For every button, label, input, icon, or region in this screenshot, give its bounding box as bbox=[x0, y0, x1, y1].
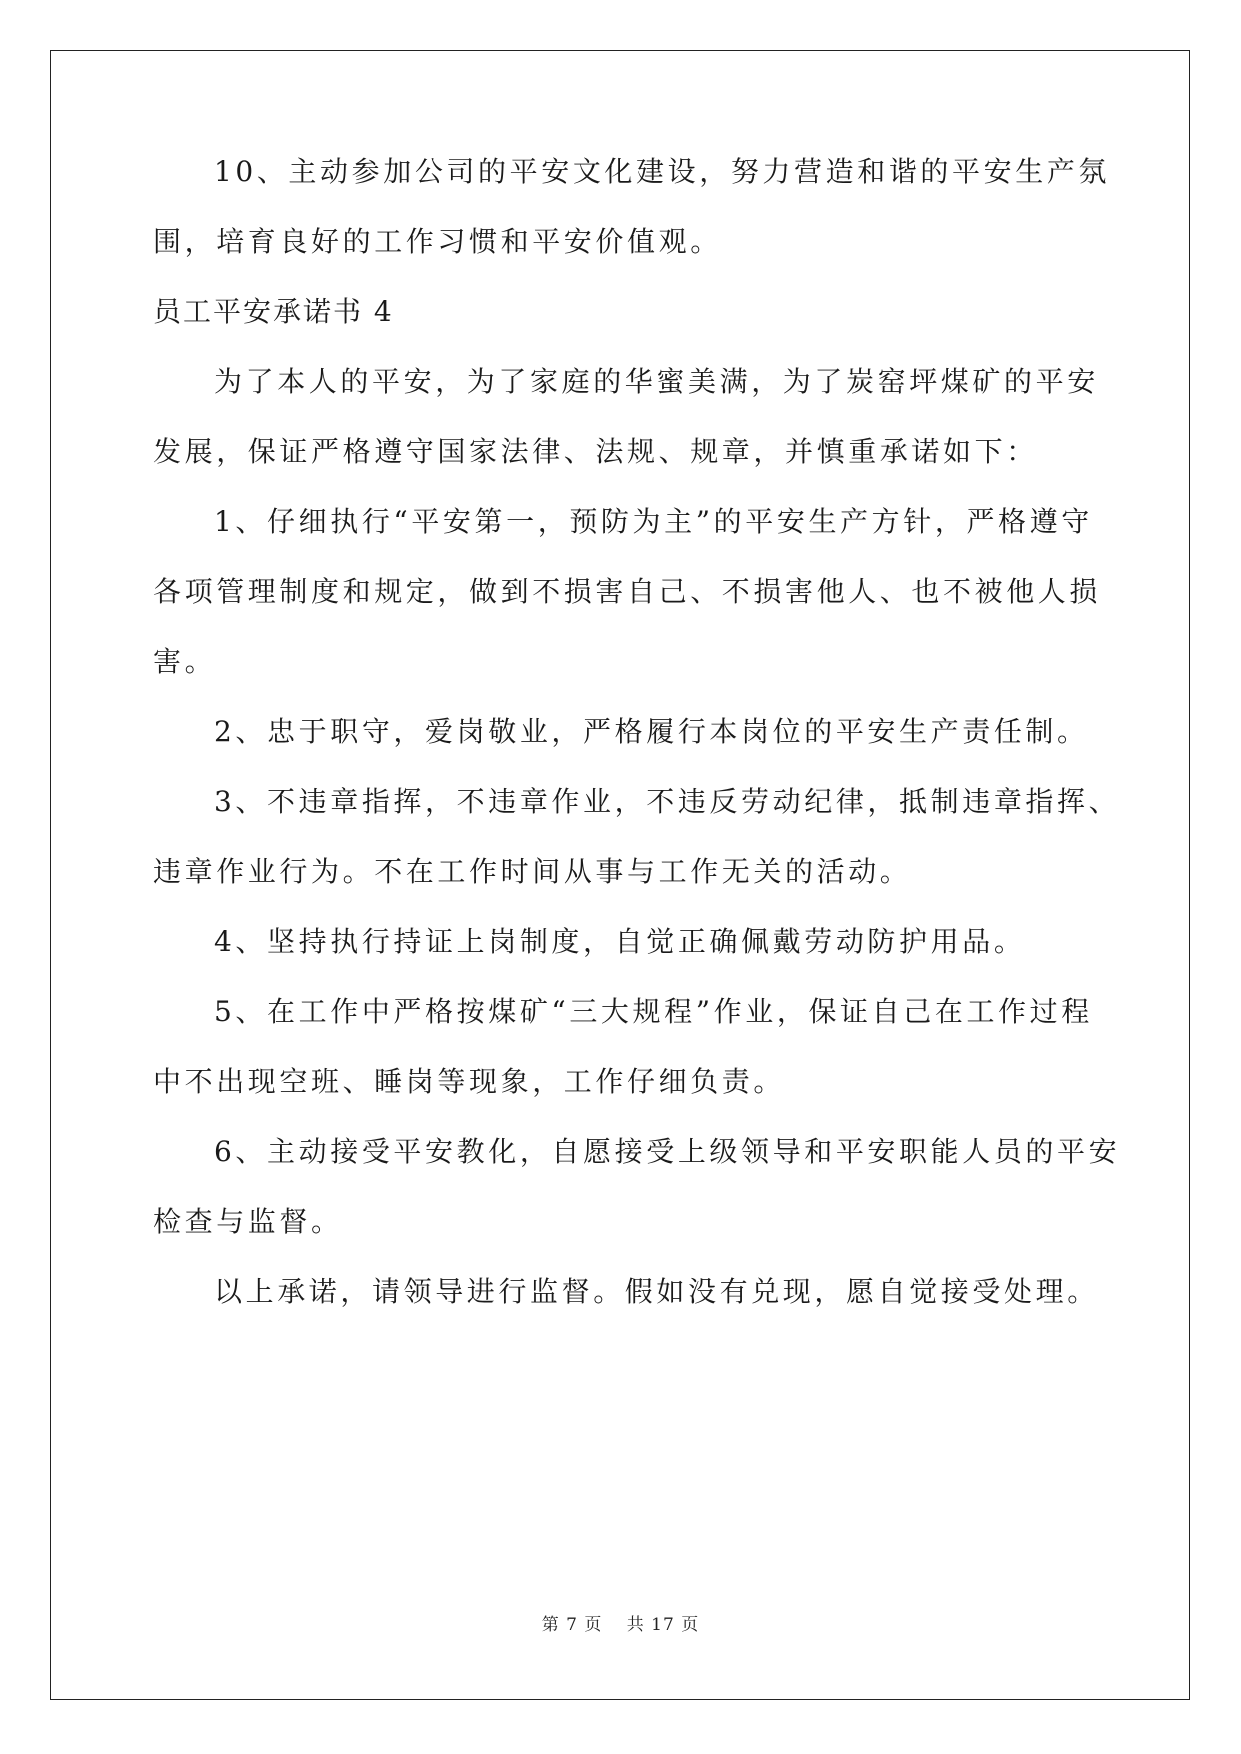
page-footer bbox=[0, 1610, 1241, 1635]
intro-line-1: 为了本人的平安，为了家庭的华蜜美满，为了炭窑坪煤矿的平安 bbox=[214, 365, 1099, 398]
item-5-line-2: 中不出现空班、睡岗等现象，工作仔细负责。 bbox=[153, 1065, 786, 1098]
paragraph-item-10-line-2: 围，培育良好的工作习惯和平安价值观。 bbox=[153, 225, 722, 258]
item-4-line-1: 4、坚持执行持证上岗制度，自觉正确佩戴劳动防护用品。 bbox=[214, 925, 1026, 958]
section-heading: 员工平安承诺书 4 bbox=[153, 295, 394, 328]
item-1-line-3: 害。 bbox=[153, 645, 217, 678]
page-total: 共 17 页 bbox=[626, 1615, 700, 1635]
item-1-line-1: 1、仔细执行“平安第一，预防为主”的平安生产方针，严格遵守 bbox=[214, 505, 1093, 538]
paragraph-item-10-line-1: 10、主动参加公司的平安文化建设，努力营造和谐的平安生产氛 bbox=[214, 155, 1111, 188]
intro-line-2: 发展，保证严格遵守国家法律、法规、规章，并慎重承诺如下： bbox=[153, 435, 1038, 468]
item-6-line-2: 检查与监督。 bbox=[153, 1205, 343, 1238]
item-3-line-1: 3、不违章指挥，不违章作业，不违反劳动纪律，抵制违章指挥、 bbox=[214, 785, 1121, 818]
item-3-line-2: 违章作业行为。不在工作时间从事与工作无关的活动。 bbox=[153, 855, 912, 888]
item-5-line-1: 5、在工作中严格按煤矿“三大规程”作业，保证自己在工作过程 bbox=[214, 995, 1093, 1028]
closing-statement: 以上承诺，请领导进行监督。假如没有兑现，愿自觉接受处理。 bbox=[214, 1275, 1099, 1308]
item-1-line-2: 各项管理制度和规定，做到不损害自己、不损害他人、也不被他人损 bbox=[153, 575, 1102, 608]
item-6-line-1: 6、主动接受平安教化，自愿接受上级领导和平安职能人员的平安 bbox=[214, 1135, 1121, 1168]
page-number: 第 7 页 bbox=[541, 1615, 603, 1635]
item-2-line-1: 2、忠于职守，爱岗敬业，严格履行本岗位的平安生产责任制。 bbox=[214, 715, 1089, 748]
